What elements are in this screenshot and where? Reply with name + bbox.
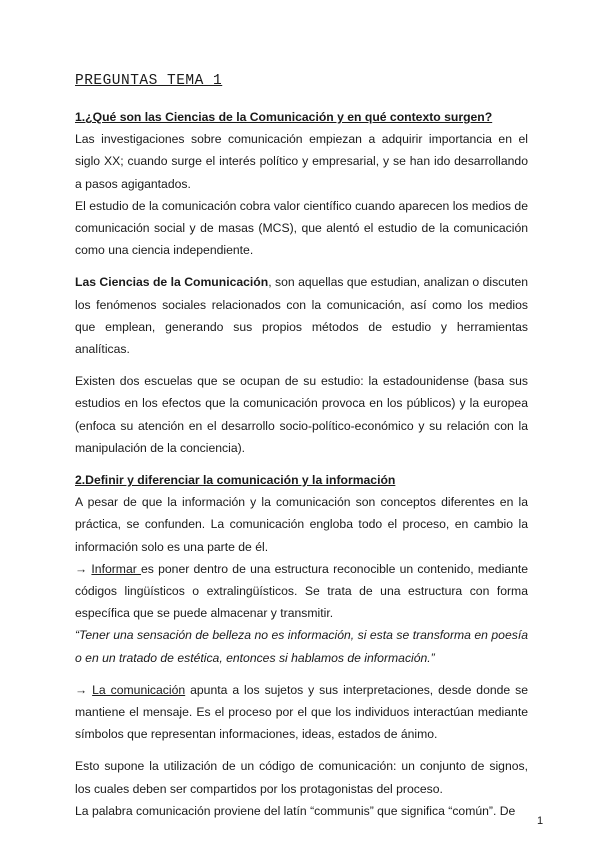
q2-paragraph-1: A pesar de que la información y la comunicación son conceptos diferentes en la práctica, se confunden. La comunicación engloba todo el proceso, en cambio la información solo es una parte de él.: [75, 495, 528, 554]
informar-term: Informar: [91, 561, 142, 576]
informar-definition: es poner dentro de una estructura reconocible un contenido, mediante códigos lingüísticos o extralingüísticos. Se trata de una estructura con forma específica que se puede almacenar y transmitir.: [75, 561, 529, 621]
document-body: [75, 106, 528, 822]
q2-latin-paragraph: La palabra comunicación proviene del latín “communis” que significa “común”. De: [75, 803, 516, 818]
q2-codigo-paragraph: Esto supone la utilización de un código de comunicación: un conjunto de signos, los cuales deben ser compartidos por los protagonistas del proceso.: [75, 759, 528, 796]
arrow-icon: →: [75, 682, 93, 697]
q1-term: Las Ciencias de la Comunicación: [75, 275, 269, 290]
q1-paragraph-3: [75, 271, 528, 360]
page-number: 1: [537, 815, 544, 827]
q1-paragraph-1: Las investigaciones sobre comunicación empiezan a adquirir importancia en el siglo XX; cuando surge el interés político y empresarial, y se han ido desarrollando a pasos agigantados.: [75, 132, 528, 191]
q1-paragraph-2: El estudio de la comunicación cobra valor científico cuando aparecen los medios de comunicación social y de masas (MCS), que alentó el estudio de la comunicación como una ciencia independiente.: [75, 198, 528, 258]
q1-paragraph-3-rest: , son aquellas que estudian, analizan o discuten los fenómenos sociales relacionados con la comunicación, así como los medios que emplean, generando sus propios métodos de estudio y herramientas analíticas.: [75, 275, 528, 357]
q2-comunicacion-paragraph: [75, 679, 528, 746]
comunicacion-term: La comunicación: [92, 682, 186, 697]
arrow-icon: →: [75, 561, 92, 576]
comunicacion-definition: apunta a los sujetos y sus interpretaciones, desde donde se mantiene el mensaje. Es el proceso por el que los individuos interactúan mediante símbolos que representan informaciones, ideas, estados de ánimo.: [75, 682, 528, 742]
question-2-heading: 2.Definir y diferenciar la comunicación y la información: [75, 473, 396, 488]
q2-informar-paragraph: [75, 558, 528, 625]
question-1-heading: 1.¿Qué son las Ciencias de la Comunicación y en qué contexto surgen?: [75, 110, 493, 124]
q1-paragraph-4: Existen dos escuelas que se ocupan de su estudio: la estadounidense (basa sus estudios en los efectos que la comunicación provoca en los públicos) y la europea (enfoca su atención en el desarrollo socio-político-económico y su relación con la manipulación de la conciencia).: [75, 374, 528, 455]
q2-quote: “Tener una sensación de belleza no es información, si esta se transforma en poesía o en un tratado de estética, entonces si hablamos de información.”: [75, 628, 528, 665]
page-title: PREGUNTAS TEMA 1: [75, 73, 223, 89]
